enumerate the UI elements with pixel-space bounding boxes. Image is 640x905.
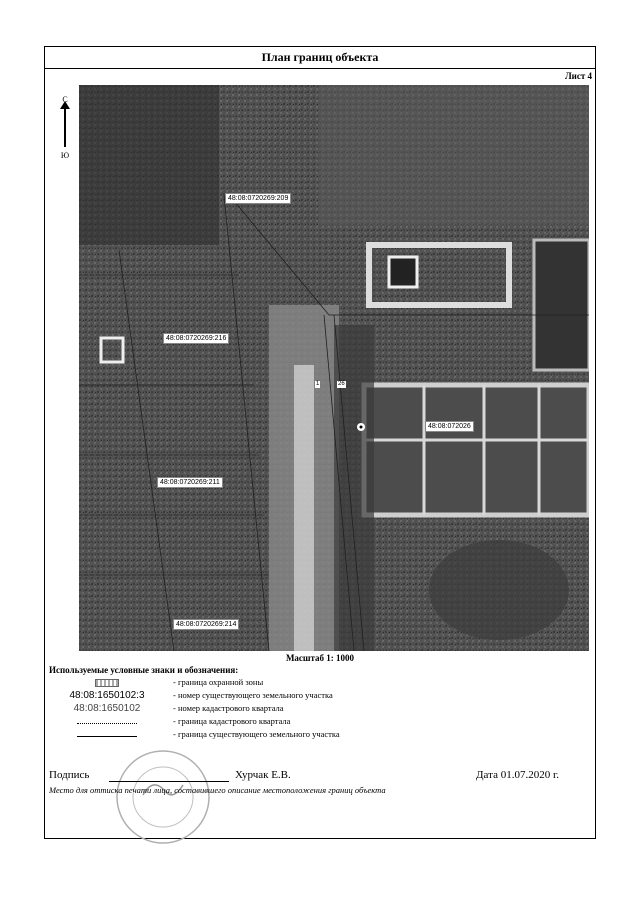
parcel-label: 48:08:0720269:209	[225, 193, 291, 204]
parcel-label: 48:08:0720269:211	[157, 477, 223, 488]
legend-item	[45, 690, 595, 702]
legend-item	[45, 729, 595, 741]
legend-text: - граница существующего земельного участка	[173, 729, 340, 739]
signature-label: Подпись	[49, 769, 90, 781]
point-label: 1	[316, 381, 320, 387]
legend-text: - номер существующего земельного участка	[173, 690, 333, 700]
parcel-label: 48:08:0720269:216	[163, 333, 229, 344]
stamp-note: Место для оттиска печати лица, составившего описание местоположения границ объекта	[49, 785, 386, 795]
parcel-label: 48:08:072026	[425, 421, 474, 432]
parcel-label: 48:08:0720269:214	[173, 619, 239, 630]
document-title: План границ объекта	[45, 47, 595, 69]
aerial-map-graphic	[79, 85, 589, 651]
north-arrow-icon	[64, 107, 66, 147]
signature-date: Дата 01.07.2020 г.	[476, 769, 559, 781]
seal-stamp	[113, 747, 213, 847]
south-label: Ю	[60, 151, 70, 160]
sheet-number: Лист 4	[564, 71, 592, 81]
legend-text: - граница охранной зоны	[173, 677, 264, 687]
point-label: 26	[338, 381, 345, 387]
legend-item	[45, 677, 595, 689]
legend-text: - граница кадастрового квартала	[173, 716, 291, 726]
signature-line	[109, 781, 229, 782]
aerial-map	[79, 85, 589, 651]
quarter-number-symbol: 48:08:1650102	[73, 703, 141, 714]
document-frame	[44, 46, 596, 839]
legend-text: - номер кадастрового квартала	[173, 703, 284, 713]
legend-item	[45, 716, 595, 728]
map-scale: Масштаб 1: 1000	[285, 653, 355, 663]
north-label: С	[62, 95, 68, 104]
quarter-boundary-symbol	[77, 723, 137, 724]
signer-name: Хурчак Е.В.	[235, 769, 291, 781]
legend-title: Используемые условные знаки и обозначения:	[49, 665, 239, 675]
parcel-number-symbol: 48:08:1650102:3	[69, 690, 145, 701]
protection-zone-symbol	[95, 679, 119, 687]
parcel-boundary-symbol	[77, 736, 137, 737]
north-arrow	[59, 95, 71, 215]
legend-item	[45, 703, 595, 715]
